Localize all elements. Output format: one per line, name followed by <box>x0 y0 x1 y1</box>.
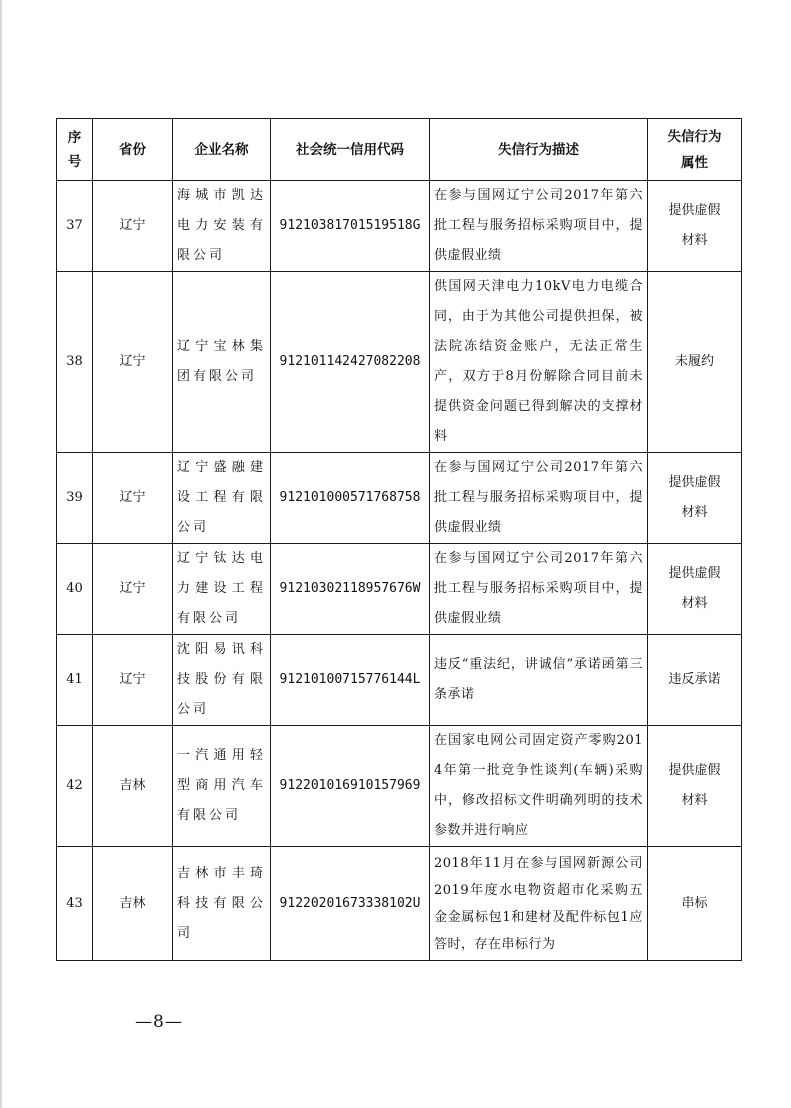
cell-seq: 37 <box>57 181 93 272</box>
cell-description: 2018年11月在参与国网新源公司2019年度水电物资超市化采购五金金属标包1和建材及配件标包1应答时，存在串标行为 <box>430 847 648 961</box>
cell-province: 辽宁 <box>93 544 173 635</box>
cell-description: 违反“重法纪，讲诚信”承诺函第三条承诺 <box>430 635 648 726</box>
cell-code: 912201016910157969 <box>271 726 430 847</box>
header-description: 失信行为描述 <box>430 119 648 181</box>
cell-attribute: 提供虚假材料 <box>648 544 742 635</box>
cell-company: 一汽通用轻型商用汽车有限公司 <box>173 726 271 847</box>
table-row <box>57 272 742 453</box>
cell-seq: 42 <box>57 726 93 847</box>
cell-attribute: 提供虚假材料 <box>648 453 742 544</box>
page-edge <box>0 0 2 1108</box>
cell-code: 91210302118957676W <box>271 544 430 635</box>
cell-province: 辽宁 <box>93 181 173 272</box>
cell-attribute: 违反承诺 <box>648 635 742 726</box>
cell-attribute: 串标 <box>648 847 742 961</box>
cell-attribute: 提供虚假材料 <box>648 726 742 847</box>
table-row <box>57 181 742 272</box>
header-province: 省份 <box>93 119 173 181</box>
cell-description: 在参与国网辽宁公司2017年第六批工程与服务招标采购项目中，提供虚假业绩 <box>430 181 648 272</box>
cell-seq: 41 <box>57 635 93 726</box>
table-row <box>57 544 742 635</box>
cell-province: 辽宁 <box>93 635 173 726</box>
cell-company: 辽宁盛融建设工程有限公司 <box>173 453 271 544</box>
cell-company: 海城市凯达电力安装有限公司 <box>173 181 271 272</box>
cell-seq: 38 <box>57 272 93 453</box>
table-row <box>57 453 742 544</box>
header-code: 社会统一信用代码 <box>271 119 430 181</box>
cell-company: 沈阳易讯科技股份有限公司 <box>173 635 271 726</box>
cell-company: 辽宁宝林集团有限公司 <box>173 272 271 453</box>
cell-code: 91220201673338102U <box>271 847 430 961</box>
cell-province: 吉林 <box>93 847 173 961</box>
cell-description: 在国家电网公司固定资产零购2014年第一批竞争性谈判(车辆)采购中，修改招标文件明确列明的技术参数并进行响应 <box>430 726 648 847</box>
header-company: 企业名称 <box>173 119 271 181</box>
page-number: —8— <box>135 1012 183 1032</box>
cell-seq: 39 <box>57 453 93 544</box>
cell-code: 912101142427082208 <box>271 272 430 453</box>
header-seq: 序号 <box>57 119 93 181</box>
cell-code: 912101000571768758 <box>271 453 430 544</box>
table-header-row <box>57 119 742 181</box>
cell-seq: 43 <box>57 847 93 961</box>
credit-table <box>56 118 742 961</box>
cell-company: 辽宁钛达电力建设工程有限公司 <box>173 544 271 635</box>
cell-province: 吉林 <box>93 726 173 847</box>
table-row <box>57 847 742 961</box>
cell-code: 91210100715776144L <box>271 635 430 726</box>
table-row <box>57 635 742 726</box>
cell-company: 吉林市丰琦科技有限公司 <box>173 847 271 961</box>
cell-seq: 40 <box>57 544 93 635</box>
cell-attribute: 未履约 <box>648 272 742 453</box>
cell-description: 在参与国网辽宁公司2017年第六批工程与服务招标采购项目中，提供虚假业绩 <box>430 544 648 635</box>
cell-description: 在参与国网辽宁公司2017年第六批工程与服务招标采购项目中，提供虚假业绩 <box>430 453 648 544</box>
cell-code: 91210381701519518G <box>271 181 430 272</box>
header-attribute: 失信行为属性 <box>648 119 742 181</box>
cell-province: 辽宁 <box>93 272 173 453</box>
table-row <box>57 726 742 847</box>
cell-attribute: 提供虚假材料 <box>648 181 742 272</box>
cell-province: 辽宁 <box>93 453 173 544</box>
cell-description: 供国网天津电力10kV电力电缆合同，由于为其他公司提供担保，被法院冻结资金账户，无法正常生产，双方于8月份解除合同目前未提供资金问题已得到解决的支撑材料 <box>430 272 648 453</box>
